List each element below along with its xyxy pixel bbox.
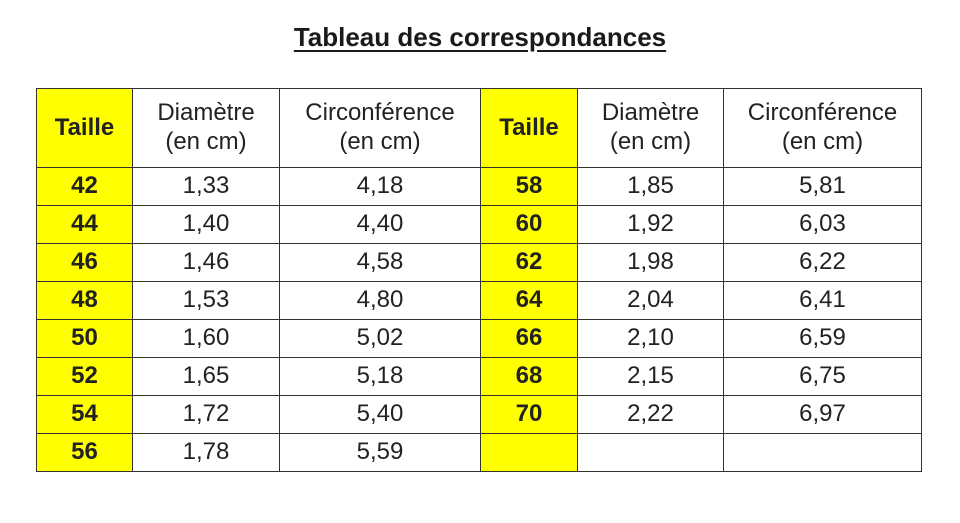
circumference-cell: 6,22 [724,244,922,282]
size-cell: 56 [37,434,133,472]
size-cell: 68 [481,358,578,396]
circumference-cell: 5,59 [280,434,481,472]
size-cell: 48 [37,282,133,320]
diameter-cell: 1,60 [133,320,280,358]
diameter-cell-empty [578,434,724,472]
diameter-cell: 1,40 [133,206,280,244]
circumference-cell: 6,03 [724,206,922,244]
diameter-cell: 2,22 [578,396,724,434]
page-title: Tableau des correspondances [293,22,667,52]
header-circumference-label: Circonférence [305,99,455,127]
header-diameter-unit: (en cm) [165,128,247,155]
header-diameter-right [578,89,724,168]
table-row [37,434,922,472]
header-circumference-label: Circonférence [747,99,898,127]
header-diameter-unit: (en cm) [609,128,692,155]
circumference-cell: 5,40 [280,396,481,434]
size-cell-empty [481,434,578,472]
table-row [37,206,922,244]
header-circumference-unit: (en cm) [781,128,864,155]
table-row [37,244,922,282]
size-cell: 52 [37,358,133,396]
diameter-cell: 1,92 [578,206,724,244]
size-cell: 58 [481,168,578,206]
circumference-cell: 4,18 [280,168,481,206]
circumference-cell: 4,58 [280,244,481,282]
header-circumference-left [280,89,481,168]
table-row [37,358,922,396]
header-circumference-right [724,89,922,168]
size-cell: 60 [481,206,578,244]
size-cell: 42 [37,168,133,206]
size-cell: 64 [481,282,578,320]
diameter-cell: 1,78 [133,434,280,472]
header-diameter-label: Diamètre [601,99,700,127]
header-size-right: Taille [481,89,578,168]
circumference-cell: 5,02 [280,320,481,358]
diameter-cell: 2,04 [578,282,724,320]
circumference-cell: 6,41 [724,282,922,320]
size-cell: 50 [37,320,133,358]
circumference-cell-empty [724,434,922,472]
circumference-cell: 4,80 [280,282,481,320]
header-diameter-left [133,89,280,168]
diameter-cell: 1,33 [133,168,280,206]
header-row [37,89,922,168]
diameter-cell: 1,65 [133,358,280,396]
circumference-cell: 4,40 [280,206,481,244]
table-row [37,168,922,206]
diameter-cell: 1,72 [133,396,280,434]
circumference-cell: 6,97 [724,396,922,434]
diameter-cell: 1,46 [133,244,280,282]
header-circumference-unit: (en cm) [339,128,421,155]
diameter-cell: 1,53 [133,282,280,320]
size-cell: 70 [481,396,578,434]
diameter-cell: 1,98 [578,244,724,282]
table-row [37,320,922,358]
size-cell: 62 [481,244,578,282]
diameter-cell: 2,15 [578,358,724,396]
circumference-cell: 5,81 [724,168,922,206]
header-size-left: Taille [37,89,133,168]
table-row [37,396,922,434]
header-diameter-label: Diamètre [157,99,255,127]
circumference-cell: 6,75 [724,358,922,396]
size-cell: 44 [37,206,133,244]
size-cell: 66 [481,320,578,358]
diameter-cell: 2,10 [578,320,724,358]
size-cell: 46 [37,244,133,282]
diameter-cell: 1,85 [578,168,724,206]
correspondence-table [36,88,922,472]
table-row [37,282,922,320]
size-cell: 54 [37,396,133,434]
circumference-cell: 6,59 [724,320,922,358]
circumference-cell: 5,18 [280,358,481,396]
